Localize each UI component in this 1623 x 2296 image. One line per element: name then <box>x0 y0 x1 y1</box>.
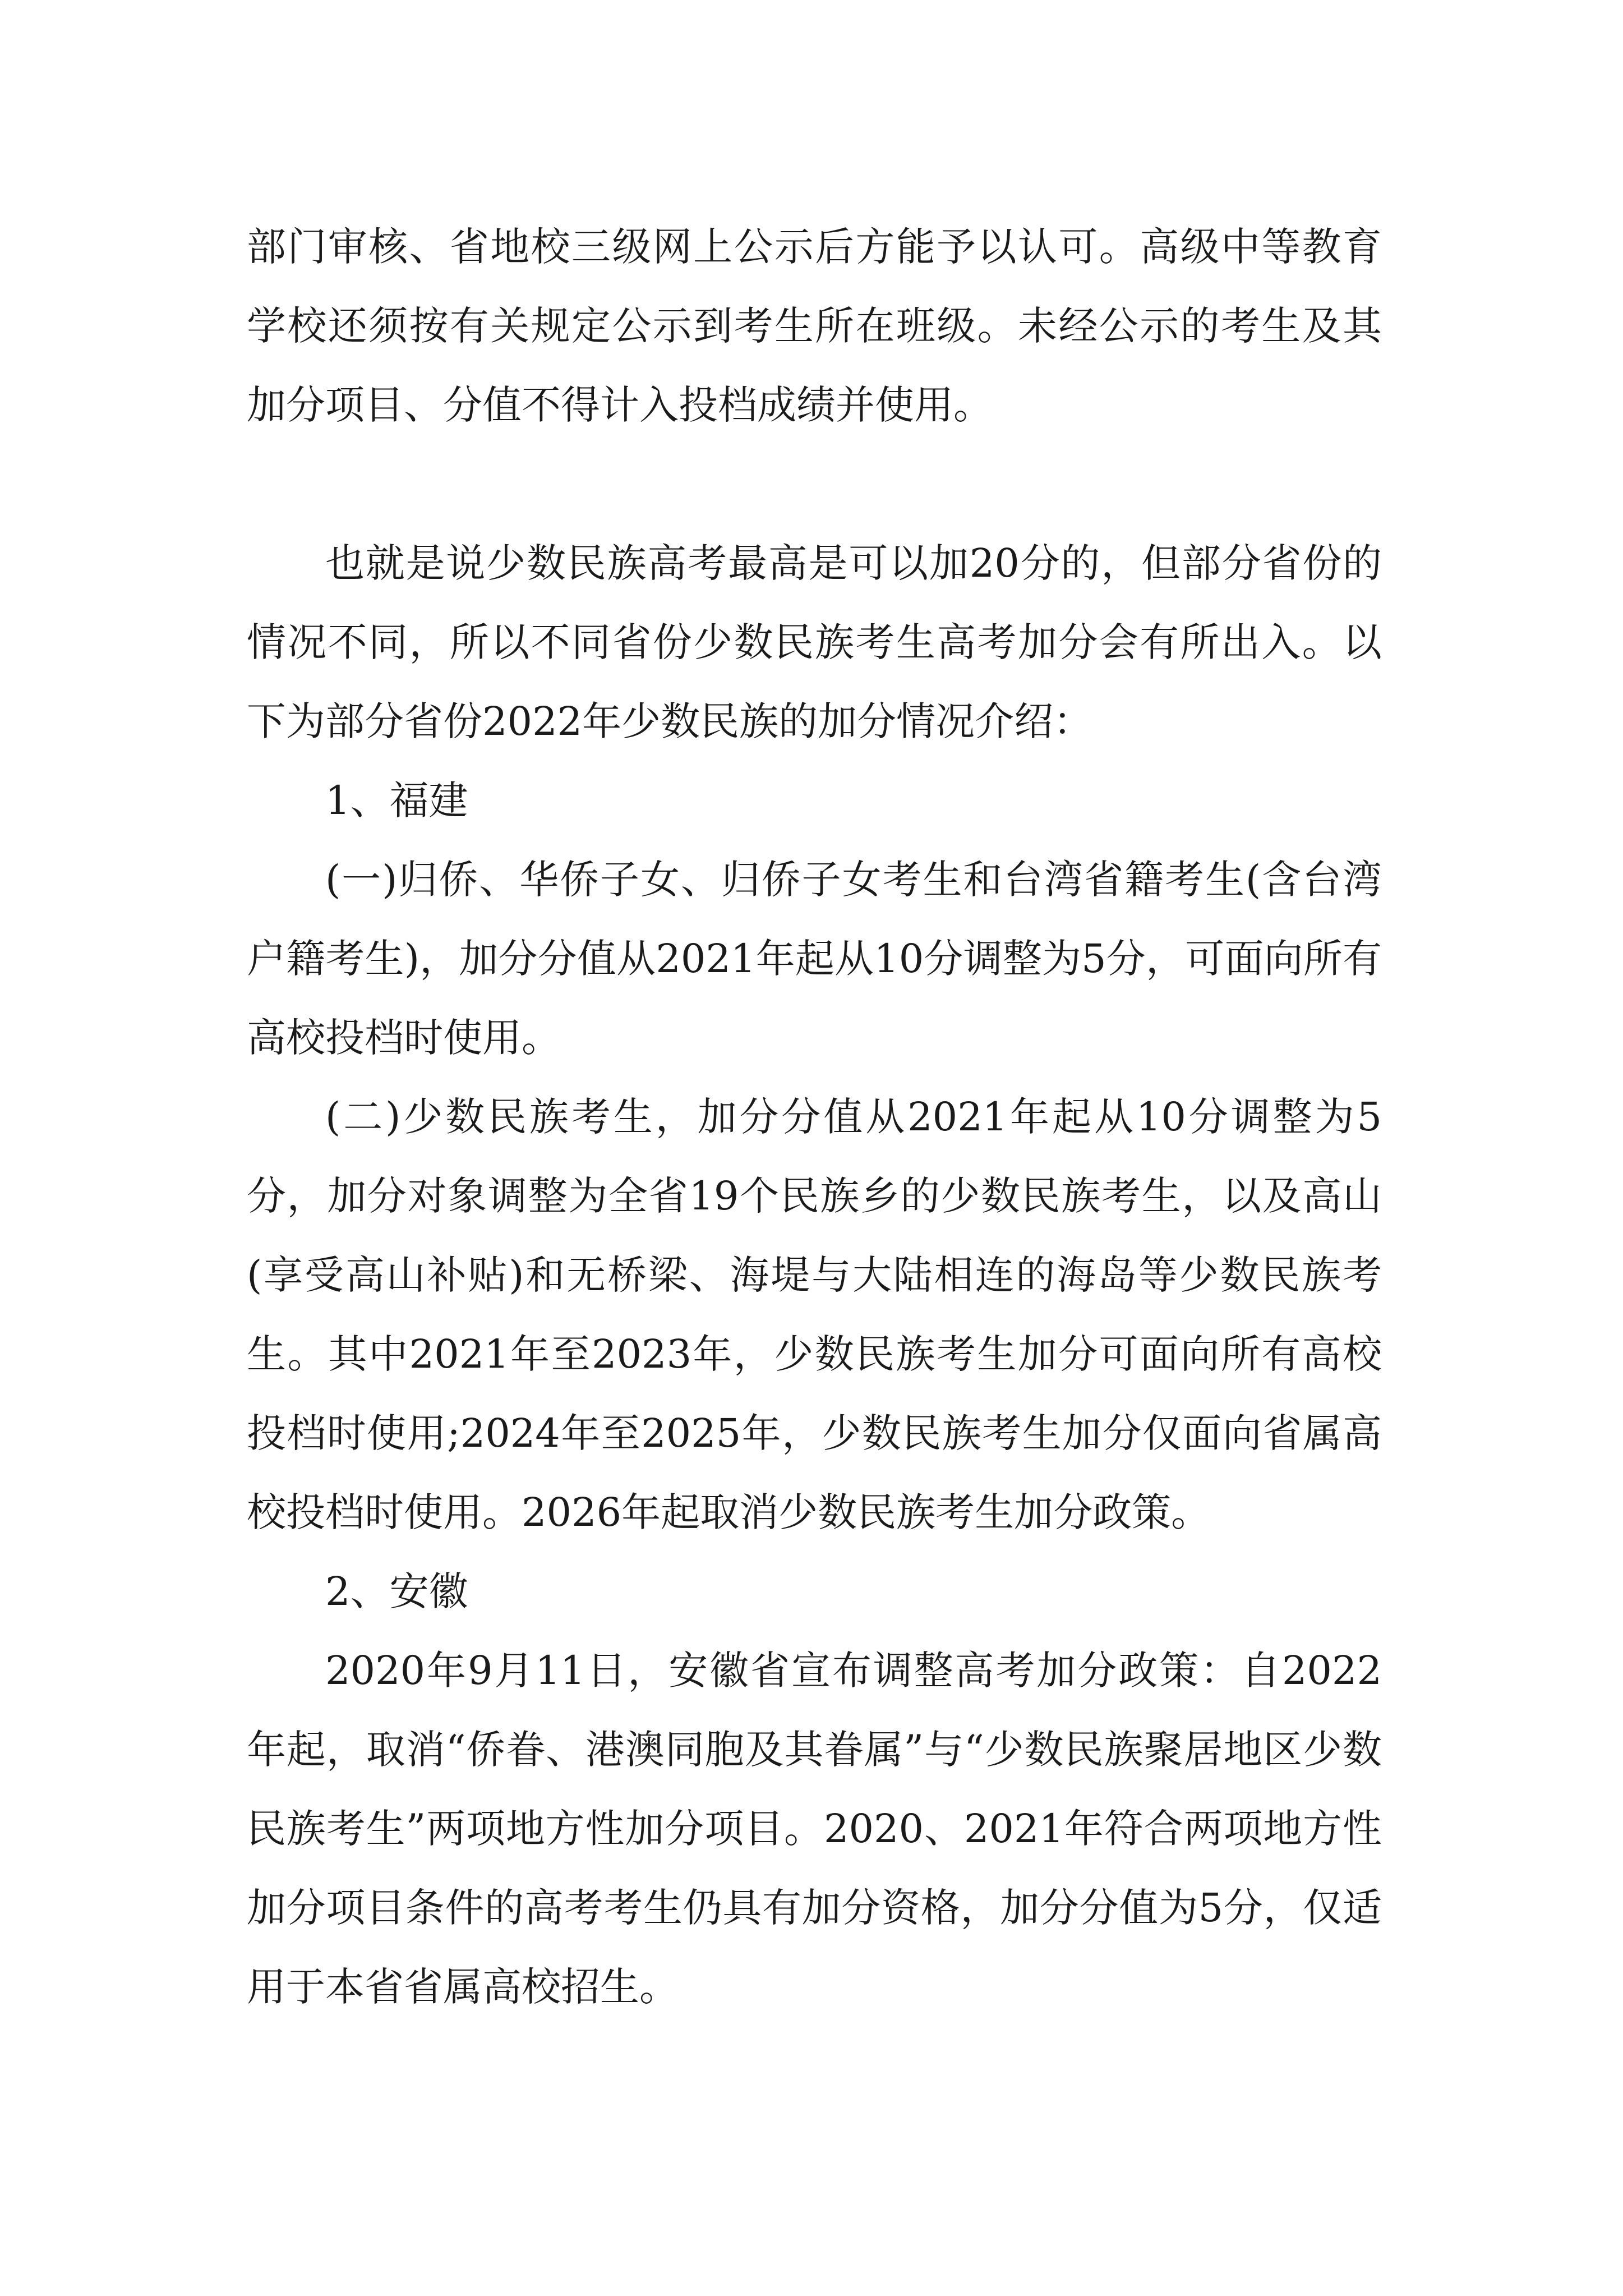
section-heading-anhui: 2、安徽 <box>325 1568 468 1614</box>
paragraph-anhui: 2020年9月11日，安徽省宣布调整高考加分政策：自2022年起，取消“侨眷、港澳同胞及其眷属”与“少数民族聚居地区少数民族考生”两项地方性加分项目。2020、2021年符合两项地方性加分项目条件的高考考生仍具有加分资格，加分分值为5分，仅适用于本省省属高校招生。 <box>247 1648 1382 2010</box>
document-page <box>247 208 1382 2027</box>
paragraph-fujian-item-2: (二)少数民族考生，加分分值从2021年起从10分调整为5分，加分对象调整为全省19个民族乡的少数民族考生，以及高山(享受高山补贴)和无桥梁、海堤与大陆相连的海岛等少数民族考生。其中2021年至2023年，少数民族考生加分可面向所有高校投档时使用;2024年至2025年，少数民族考生加分仅面向省属高校投档时使用。2026年起取消少数民族考生加分政策。 <box>247 1094 1382 1535</box>
paragraph-publicity-rules: 部门审核、省地校三级网上公示后方能予以认可。高级中等教育学校还须按有关规定公示到考生所在班级。未经公示的考生及其加分项目、分值不得计入投档成绩并使用。 <box>247 224 1382 428</box>
section-heading-fujian: 1、福建 <box>325 777 468 823</box>
paragraph-intro: 也就是说少数民族高考最高是可以加20分的，但部分省份的情况不同，所以不同省份少数民族考生高考加分会有所出入。以下为部分省份2022年少数民族的加分情况介绍： <box>247 540 1382 744</box>
paragraph-fujian-item-1: (一)归侨、华侨子女、归侨子女考生和台湾省籍考生(含台湾户籍考生)，加分分值从2021年起从10分调整为5分，可面向所有高校投档时使用。 <box>247 857 1382 1061</box>
